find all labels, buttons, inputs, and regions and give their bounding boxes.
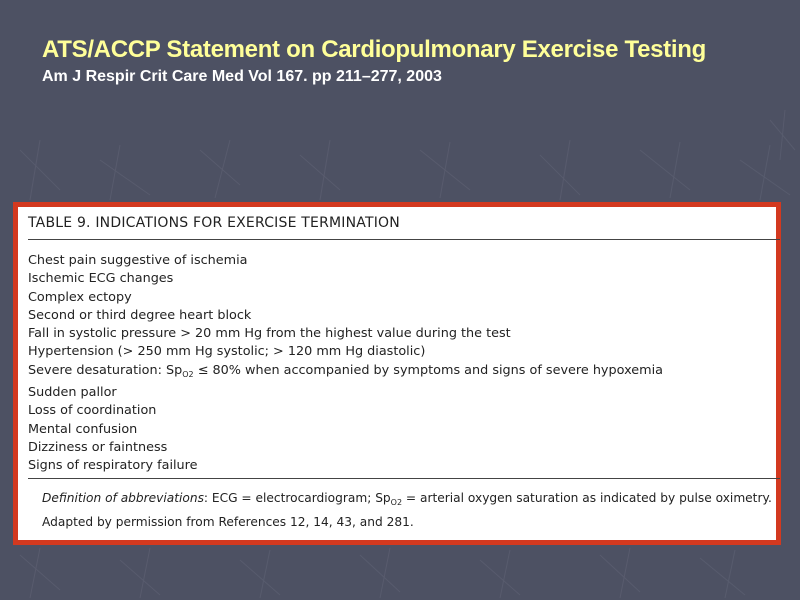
list-item: Loss of coordination	[28, 403, 157, 419]
list-item: Ischemic ECG changes	[28, 271, 174, 287]
footnote-text-b: = arterial oxygen saturation as indicated by pulse oximetry.	[402, 491, 772, 505]
list-item: Dizziness or faintness	[28, 439, 168, 455]
footnote-line-2: Adapted by permission from References 12, 14, 43, and 281.	[42, 514, 414, 529]
list-item: Mental confusion	[28, 421, 138, 437]
desaturation-subscript: O2	[182, 369, 194, 379]
list-item: Complex ectopy	[28, 289, 132, 305]
table-bottom-rule	[28, 478, 780, 479]
list-item: Sudden pallor	[28, 385, 117, 401]
list-item-desaturation	[28, 362, 663, 384]
list-item: Signs of respiratory failure	[28, 458, 198, 474]
list-item: Hypertension (> 250 mm Hg systolic; > 120 mm Hg diastolic)	[28, 344, 426, 360]
list-item: Second or third degree heart block	[28, 307, 252, 323]
footnote-line-1	[42, 489, 772, 513]
list-item: Chest pain suggestive of ischemia	[28, 253, 248, 268]
footnote-subscript: O2	[390, 498, 403, 507]
table-caption: TABLE 9. INDICATIONS FOR EXERCISE TERMINATION	[28, 215, 400, 231]
slide-citation: Am J Respir Crit Care Med Vol 167. pp 211–277, 2003	[42, 68, 442, 85]
indications-list	[28, 252, 663, 476]
desaturation-detail: ≤ 80% when accompanied by symptoms and signs of severe hypoxemia	[193, 362, 663, 378]
desaturation-label: Severe desaturation: Sp	[28, 362, 183, 378]
table-frame	[13, 202, 781, 545]
table-top-rule	[28, 239, 780, 240]
table-footnote	[42, 489, 772, 531]
footnote-text-a: : ECG = electrocardiogram; Sp	[203, 491, 391, 505]
footnote-label: Definition of abbreviations	[42, 491, 204, 505]
list-item: Fall in systolic pressure > 20 mm Hg from the highest value during the test	[28, 326, 511, 342]
slide-title: ATS/ACCP Statement on Cardiopulmonary Exercise Testing	[42, 36, 706, 63]
